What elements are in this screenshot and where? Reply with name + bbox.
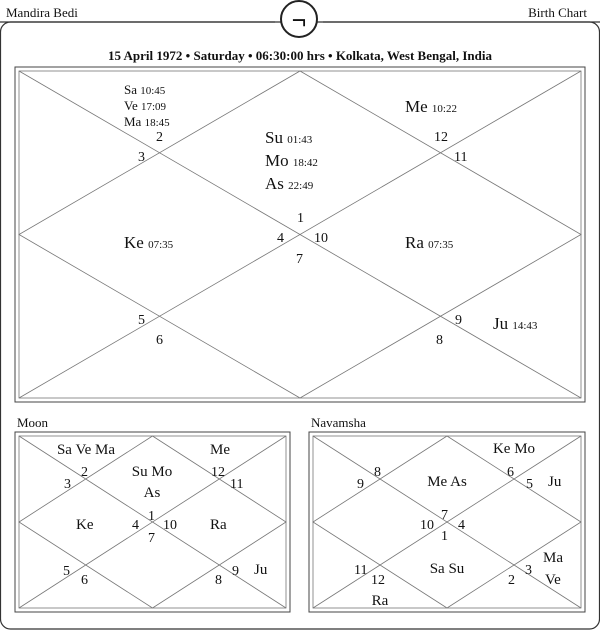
house-number: 4 bbox=[277, 231, 284, 246]
planet-sa: Sa 10:45 bbox=[124, 82, 166, 97]
house-number: 12 bbox=[434, 130, 448, 145]
planet-ju: Ju 14:43 bbox=[493, 314, 538, 333]
svg-text:4: 4 bbox=[132, 518, 139, 533]
navamsha-house-2 bbox=[493, 441, 535, 480]
svg-text:Ma: Ma bbox=[543, 550, 563, 566]
planet-me: Me 10:22 bbox=[405, 97, 457, 116]
svg-text:8: 8 bbox=[215, 573, 222, 588]
logo-glyph: ¬ bbox=[291, 6, 307, 35]
svg-text:3: 3 bbox=[64, 477, 71, 492]
house-number: 11 bbox=[454, 150, 468, 165]
svg-text:1: 1 bbox=[441, 529, 448, 544]
house-number: 9 bbox=[455, 313, 462, 328]
svg-text:Sa Su: Sa Su bbox=[429, 561, 465, 577]
svg-text:9: 9 bbox=[357, 477, 364, 492]
birth-details: 15 April 1972 • Saturday • 06:30:00 hrs • Kolkata, West Bengal, India bbox=[108, 48, 492, 63]
house-number: 8 bbox=[436, 333, 443, 348]
svg-text:3: 3 bbox=[525, 563, 532, 578]
svg-text:11: 11 bbox=[230, 477, 244, 492]
svg-text:10: 10 bbox=[420, 518, 434, 533]
house-number: 6 bbox=[156, 333, 163, 348]
planet-mo: Mo 18:42 bbox=[265, 151, 318, 170]
house-number: 10 bbox=[314, 231, 328, 246]
house-number: 3 bbox=[138, 150, 145, 165]
svg-text:5: 5 bbox=[63, 564, 70, 579]
svg-text:Ke: Ke bbox=[76, 517, 94, 533]
navamsha-house-12 bbox=[374, 465, 381, 480]
svg-text:6: 6 bbox=[81, 573, 88, 588]
house-number: 7 bbox=[296, 252, 303, 267]
planet-ke: Ke 07:35 bbox=[124, 233, 174, 252]
svg-text:12: 12 bbox=[211, 465, 225, 480]
svg-text:1: 1 bbox=[148, 509, 155, 524]
house-number: 1 bbox=[297, 211, 304, 226]
house-number: 2 bbox=[156, 130, 163, 145]
house-number: 5 bbox=[138, 313, 145, 328]
svg-text:Su Mo: Su Mo bbox=[131, 464, 173, 480]
navamsha-house-3 bbox=[526, 474, 562, 492]
svg-text:8: 8 bbox=[374, 465, 381, 480]
svg-text:4: 4 bbox=[458, 518, 465, 533]
svg-text:As: As bbox=[143, 485, 161, 501]
svg-text:7: 7 bbox=[148, 531, 155, 546]
planet-ve: Ve 17:09 bbox=[124, 98, 167, 113]
navamsha-house-1 bbox=[427, 474, 467, 523]
planet-ra: Ra 07:35 bbox=[405, 233, 454, 252]
svg-text:7: 7 bbox=[441, 508, 448, 523]
svg-text:Ju: Ju bbox=[254, 562, 268, 578]
moon-chart-title: Moon bbox=[17, 415, 49, 430]
navamsha-house-6 bbox=[508, 573, 515, 588]
svg-text:Ra: Ra bbox=[371, 593, 389, 609]
svg-text:11: 11 bbox=[354, 563, 368, 578]
navamsha-house-10 bbox=[420, 518, 434, 533]
navamsha-chart-title: Navamsha bbox=[311, 415, 366, 430]
planet-as: As 22:49 bbox=[265, 174, 314, 193]
svg-text:2: 2 bbox=[81, 465, 88, 480]
svg-text:6: 6 bbox=[507, 465, 514, 480]
navamsha-house-5 bbox=[525, 550, 563, 588]
svg-text:Me As: Me As bbox=[427, 474, 467, 490]
svg-text:Me: Me bbox=[210, 442, 230, 458]
svg-text:5: 5 bbox=[526, 477, 533, 492]
planet-su: Su 01:43 bbox=[265, 128, 313, 147]
svg-text:12: 12 bbox=[371, 573, 385, 588]
svg-text:Sa Ve Ma: Sa Ve Ma bbox=[56, 442, 116, 458]
native-name: Mandira Bedi bbox=[6, 5, 78, 20]
svg-text:Ra: Ra bbox=[210, 517, 227, 533]
svg-text:Ke Mo: Ke Mo bbox=[492, 441, 536, 457]
navamsha-house-7 bbox=[430, 529, 465, 577]
svg-text:Ju: Ju bbox=[548, 474, 562, 490]
chart-title: Birth Chart bbox=[528, 5, 587, 20]
navamsha-house-9 bbox=[354, 563, 367, 578]
svg-text:Ve: Ve bbox=[545, 572, 561, 588]
svg-text:2: 2 bbox=[508, 573, 515, 588]
svg-text:10: 10 bbox=[163, 518, 177, 533]
planet-ma: Ma 18:45 bbox=[124, 114, 170, 129]
navamsha-house-11 bbox=[357, 477, 364, 492]
navamsha-house-4 bbox=[458, 518, 465, 533]
svg-text:9: 9 bbox=[232, 564, 239, 579]
navamsha-house-8 bbox=[371, 573, 389, 609]
